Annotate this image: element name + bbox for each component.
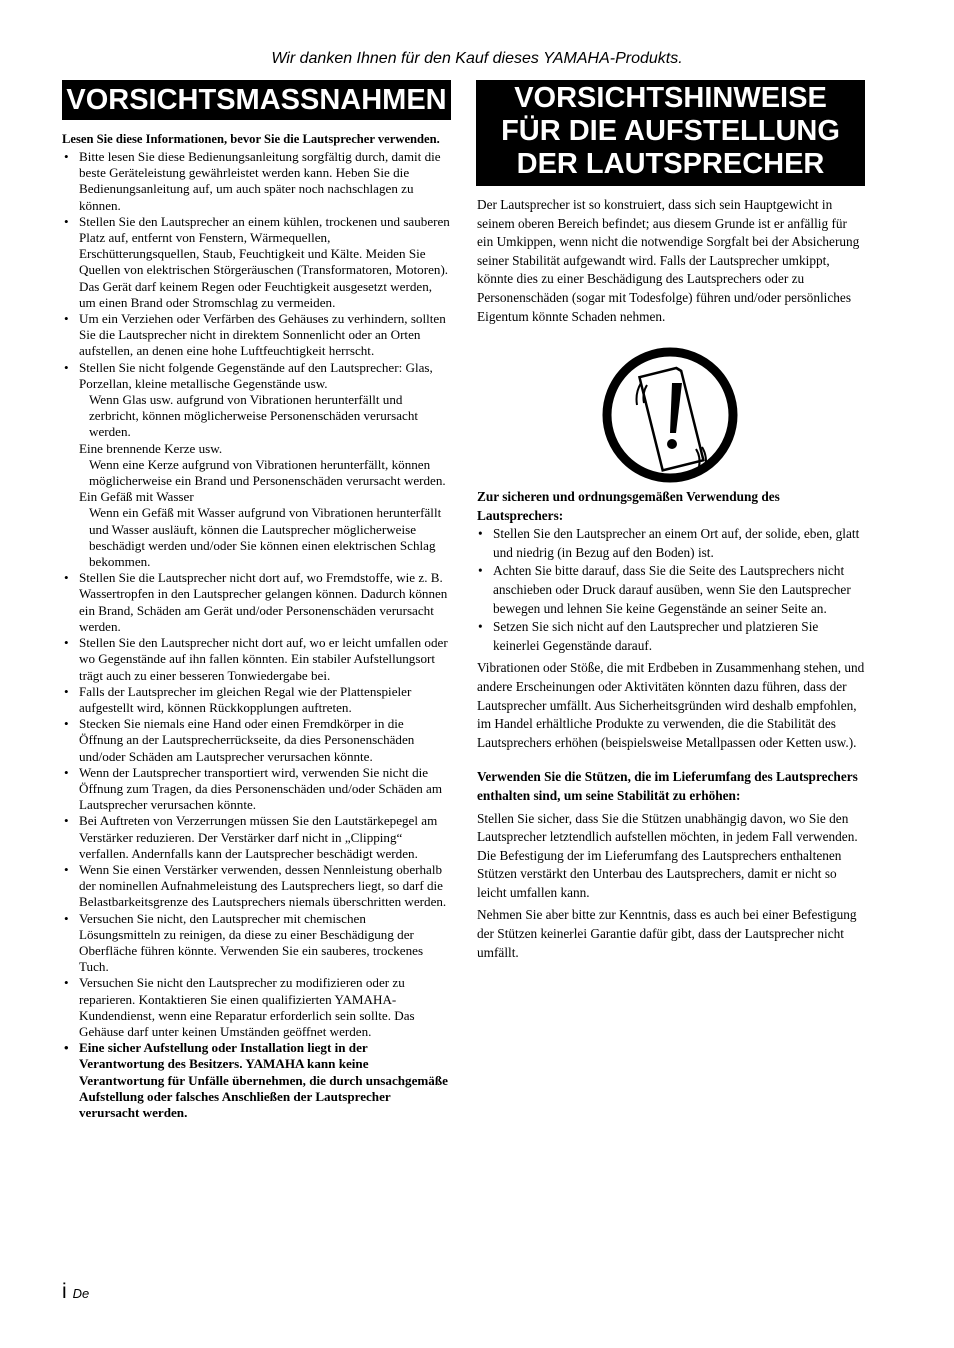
title-line-3: DER LAUTSPRECHER	[516, 148, 825, 180]
title-line-2: FÜR DIE AUFSTELLUNG	[501, 115, 840, 147]
vibration-paragraph: Vibrationen oder Stöße, die mit Erdbeben in Zusammenhang stehen, und andere Erscheinungen oder Aktivitäten könnten dazu führen, dass der Lautsprecher umfällt. Aus Sicherheitsgründen wird deshalb empfohlen, im Handel erhältliche Produkte zu verwenden, die die Stabilität des Lautsprechers erhöhen (beispielsweise Metallpassen oder Ketten usw.).	[477, 660, 865, 750]
page-footer	[62, 1280, 89, 1304]
list-item: • Bei Auftreten von Verzerrungen müssen Sie den Lautstärkepegel am Verstärker reduzieren. Der Verstärker darf nicht in „Clipping“ verfallen. Andernfalls kann der Lautsprecher beschädigt werden.	[62, 813, 450, 862]
supports-paragraph: Stellen Sie sicher, dass Sie die Stützen unabhängig davon, wo Sie den Lautsprecher letztendlich aufstellen möchten, in jedem Fall verwenden. Die Befestigung der im Lieferumfang des Lautsprechers enthaltenen Stützen verstärkt den Unterbau des Lautsprechers, damit er nicht so leicht umfallen kann.	[477, 810, 858, 900]
precautions-intro: Lesen Sie diese Informationen, bevor Sie die Lautsprecher verwenden.	[62, 132, 440, 146]
list-item: • Stellen Sie den Lautsprecher nicht dort auf, wo er leicht umfallen oder wo Gegenstände auf ihn fallen könnten. Ein stabiler Aufstellungsort trägt auch zu einer besseren Tonwiedergabe bei.	[62, 635, 450, 684]
page-number: i	[62, 1280, 67, 1303]
list-item: • Um ein Verziehen oder Verfärben des Gehäuses zu verhindern, sollten Sie die Lautsprecher nicht in direktem Sonnenlicht oder an Orten aufstellen, an denen eine hohe Luftfeuchtigkeit herrscht.	[62, 311, 450, 360]
sub-item-heading: Eine brennende Kerze usw.	[79, 440, 223, 456]
installation-column	[477, 196, 866, 326]
sub-item-body: Wenn ein Gefäß mit Wasser aufgrund von Vibrationen herunterfällt und Wasser ausläuft, können die Lautsprecher möglicherweise beschädigt werden und/oder Sie können einen elektrischen Schlag bekommen.	[89, 505, 442, 570]
precautions-list	[62, 149, 450, 392]
safe-use-list	[477, 525, 866, 655]
title-line-1: VORSICHTSHINWEISE	[514, 82, 827, 114]
list-item: • Versuchen Sie nicht, den Lautsprecher mit chemischen Lösungsmitteln zu reinigen, da diese zu einer Beschädigung der Oberfläche führen könnte. Verwenden Sie ein sauberes, trockenes Tuch.	[62, 911, 450, 976]
list-item: • Bitte lesen Sie diese Bedienungsanleitung sorgfältig durch, damit die beste Geräteleistung gewährleistet werden kann. Heben Sie die Bedienungsanleitung auf, um auch später noch nachschlagen zu können.	[62, 149, 450, 214]
title-precautions: VORSICHTSMASSNAHMEN	[62, 80, 451, 120]
list-item: • Versuchen Sie nicht den Lautsprecher zu modifizieren oder zu reparieren. Kontaktieren Sie einen qualifizierten YAMAHA-Kundendienst, wenn eine Reparatur erforderlich sein sollte. Das Gehäuse darf unter keinen Umständen geöffnet werden.	[62, 975, 450, 1040]
language-code: De	[72, 1286, 90, 1301]
title-installation-notes	[476, 80, 865, 186]
installation-intro: Der Lautsprecher ist so konstruiert, dass sich sein Hauptgewicht in seinem oberen Bereich befindet; aus diesem Grunde ist er anfällig für ein Umkippen, wenn nicht die notwendige Sorgfalt bei der Absicherung seiner Stabilität aufgewandt wird. Falls der Lautsprecher umkippt, könnte dies zu einer Beschädigung des Lautsprechers oder zu Personenschäden (sogar mit Todesfolge) führen und/oder persönliches Eigentum könnte Schaden nehmen.	[477, 197, 860, 324]
list-item: • Stecken Sie niemals eine Hand oder einen Fremdkörper in die Öffnung an der Lautsprecherrückseite, da dies Personenschäden und/oder Schäden am Lautsprecher verursachen könnte.	[62, 716, 450, 765]
list-item-liability: • Eine sicher Aufstellung oder Installation liegt in der Verantwortung des Besitzers. YAMAHA kann keine Verantwortung für Unfälle übernehmen, die durch unsachgemäße Aufstellung oder falsches Anschließen der Lautsprecher verursacht werden.	[62, 1040, 450, 1121]
list-item: • Achten Sie bitte darauf, dass Sie die Seite des Lautsprechers nicht anschieben oder Druck darauf ausüben, wenn Sie den Lautsprecher bewegen und lehnen Sie keine Gegenstände an seiner Seite an.	[477, 562, 866, 618]
sub-item-body: Wenn Glas usw. aufgrund von Vibrationen herunterfällt und zerbricht, können möglicherweise Personenschäden verursacht werden.	[89, 392, 419, 440]
sub-item-heading: Ein Gefäß mit Wasser	[79, 489, 194, 505]
list-item: • Stellen Sie den Lautsprecher an einem kühlen, trockenen und sauberen Platz auf, entfernt von Fenstern, Wärmequellen, Erschütterungsquellen, Staub, Feuchtigkeit und Kälte. Meiden Sie Quellen von elektrischen Störgeräuschen (Transformatoren, Motoren). Das Gerät darf keinem Regen oder Feuchtigkeit ausgesetzt werden, um einen Brand oder Stromschlag zu vermeiden.	[62, 214, 450, 311]
disclaimer-paragraph: Nehmen Sie aber bitte zur Kenntnis, dass es auch bei einer Befestigung der Stützen keinerlei Garantie dafür gibt, dass der Lautsprecher nicht umfällt.	[477, 907, 857, 960]
section-heading-supports: Verwenden Sie die Stützen, die im Lieferumfang des Lautsprechers enthalten sind, um seine Stabilität zu erhöhen:	[477, 769, 858, 803]
precautions-column	[62, 130, 450, 1121]
installation-column-lower	[477, 488, 866, 962]
precautions-list-continued	[62, 570, 450, 1121]
list-item: • Stellen Sie nicht folgende Gegenstände auf den Lautsprecher: Glas, Porzellan, kleine metallische Gegenstände usw.	[62, 360, 450, 392]
list-item: • Stellen Sie die Lautsprecher nicht dort auf, wo Fremdstoffe, wie z. B. Wassertropfen in den Lautsprecher gelangen können. Dadurch können ein Brand, Schäden am Gerät und/oder Personenschäden verursacht werden.	[62, 570, 450, 635]
sub-item-body: Wenn eine Kerze aufgrund von Vibrationen herunterfällt, können möglicherweise ein Brand und Personenschäden verursacht werden.	[89, 456, 446, 489]
list-item: • Falls der Lautsprecher im gleichen Regal wie der Plattenspieler aufgestellt wird, können Rückkopplungen auftreten.	[62, 684, 450, 716]
tagline: Wir danken Ihnen für den Kauf dieses YAMAHA-Produkts.	[271, 50, 683, 67]
tipping-warning-icon	[600, 345, 740, 485]
list-item: • Stellen Sie den Lautsprecher an einem Ort auf, der solide, eben, glatt und niedrig (in Bezug auf den Boden) ist.	[477, 525, 866, 562]
section-heading-safe-use: Zur sicheren und ordnungsgemäßen Verwendung des Lautsprechers:	[477, 489, 780, 523]
list-item: • Setzen Sie sich nicht auf den Lautsprecher und platzieren Sie keinerlei Gegenstände darauf.	[477, 618, 866, 655]
list-item: • Wenn Sie einen Verstärker verwenden, dessen Nennleistung oberhalb der nominellen Aufnahmeleistung des Lautsprechers liegt, so darf die Belastbarkeitsgrenze des Lautsprechers niemals überschritten werden.	[62, 862, 450, 911]
list-item: • Wenn der Lautsprecher transportiert wird, verwenden Sie nicht die Öffnung zum Tragen, da dies Personenschäden und/oder Schäden am Lautsprecher verursachen könnte.	[62, 765, 450, 814]
